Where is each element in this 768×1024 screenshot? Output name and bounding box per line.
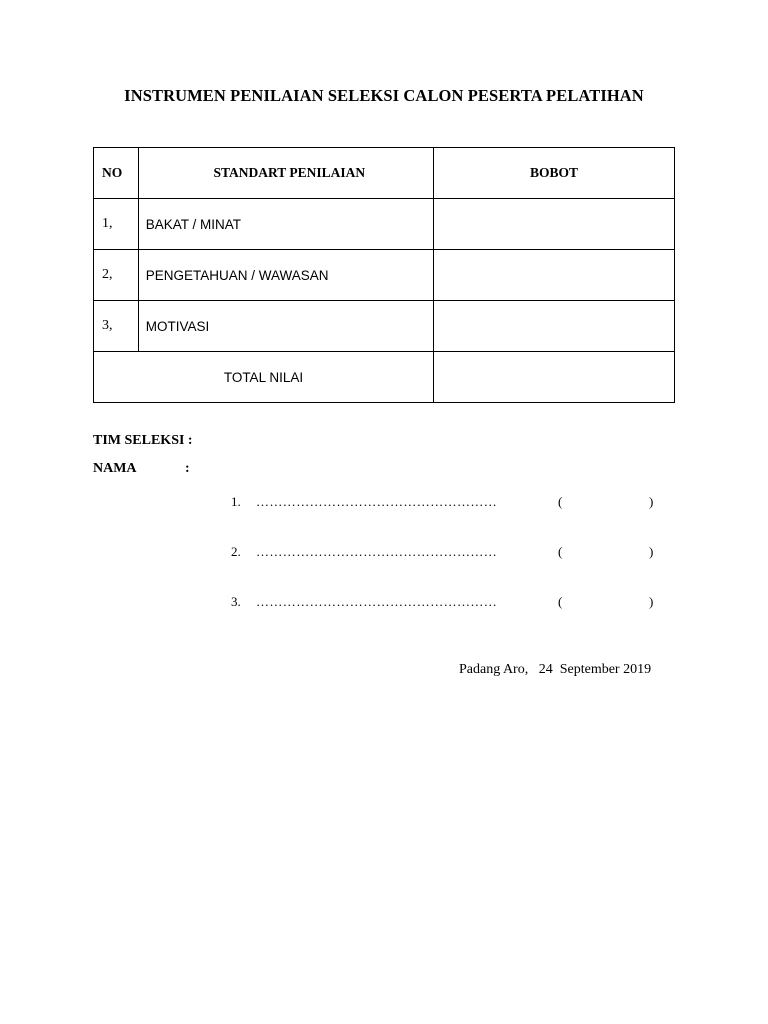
table-header-row	[94, 148, 675, 199]
total-label: TOTAL NILAI	[94, 352, 434, 403]
signature-number: 1.	[231, 494, 241, 509]
signature-line	[231, 544, 671, 564]
row-number: 1,	[94, 199, 139, 250]
table-row	[94, 250, 675, 301]
table-total-row	[94, 352, 675, 403]
signature-paren-open: (	[558, 594, 563, 609]
signature-dots: ………………………………………………	[256, 544, 498, 559]
total-value-cell	[433, 352, 674, 403]
document-title: INSTRUMEN PENILAIAN SELEKSI CALON PESERTA PELATIHAN	[124, 86, 644, 105]
table-row	[94, 199, 675, 250]
signature-dots: ………………………………………………	[256, 494, 498, 509]
row-number: 2,	[94, 250, 139, 301]
row-standard: MOTIVASI	[138, 301, 433, 352]
row-bobot-cell	[433, 301, 674, 352]
signature-paren-open: (	[558, 544, 563, 559]
row-bobot-cell	[433, 199, 674, 250]
name-colon: :	[185, 461, 190, 476]
name-label: NAMA	[93, 461, 137, 476]
signature-paren-close: )	[649, 594, 654, 609]
name-field	[93, 461, 203, 477]
signature-number: 2.	[231, 544, 241, 559]
assessment-table	[93, 147, 675, 403]
place-and-date: Padang Aro, 24 September 2019	[459, 662, 652, 677]
signature-paren-close: )	[649, 544, 654, 559]
header-no: NO	[94, 148, 139, 199]
signature-dots: ………………………………………………	[256, 594, 498, 609]
row-bobot-cell	[433, 250, 674, 301]
row-standard: PENGETAHUAN / WAWASAN	[138, 250, 433, 301]
signature-paren-open: (	[558, 494, 563, 509]
signature-line	[231, 594, 671, 614]
table-row	[94, 301, 675, 352]
signature-number: 3.	[231, 594, 241, 609]
row-number: 3,	[94, 301, 139, 352]
row-standard: BAKAT / MINAT	[138, 199, 433, 250]
header-standard: STANDART PENILAIAN	[138, 148, 433, 199]
signature-line	[231, 494, 671, 514]
selection-team-label: TIM SELEKSI :	[93, 433, 193, 448]
header-bobot: BOBOT	[433, 148, 674, 199]
signature-paren-close: )	[649, 494, 654, 509]
